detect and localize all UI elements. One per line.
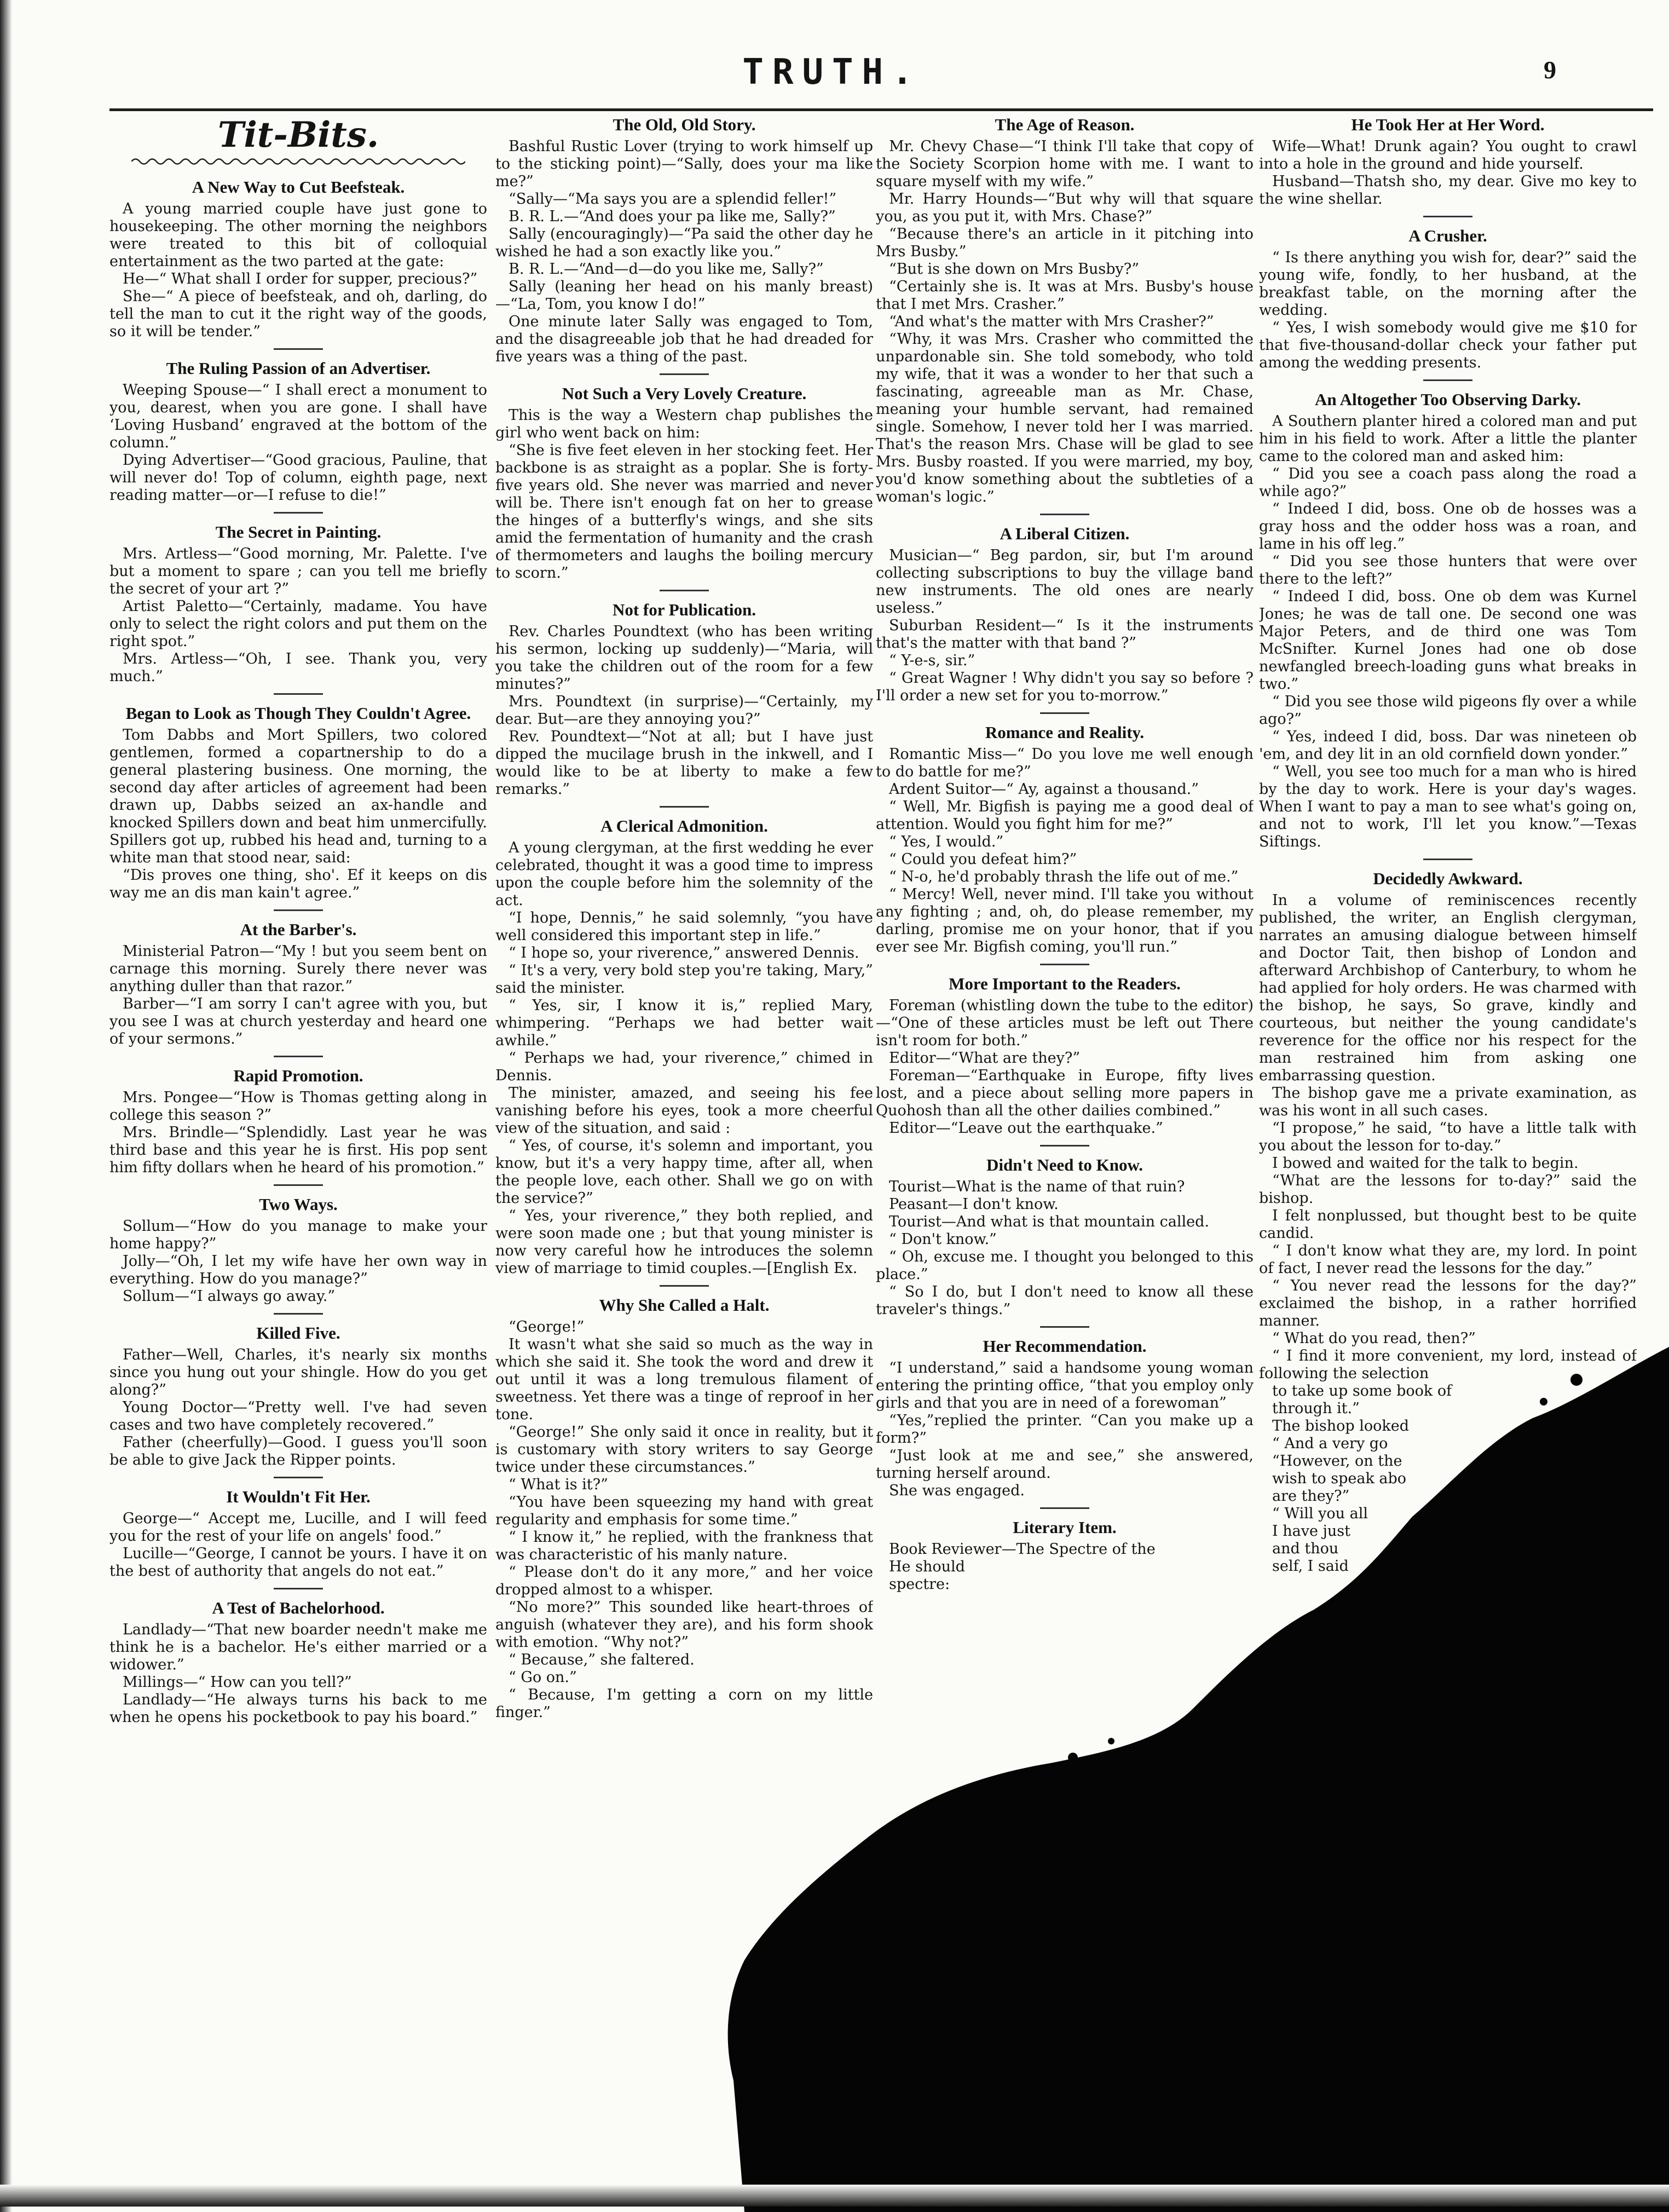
article-paragraph: “What are the lessons for to-day?” said the bishop.	[1259, 1172, 1637, 1207]
article-paragraph: are they?”	[1272, 1488, 1350, 1505]
decorative-wavy-rule	[131, 157, 465, 166]
article-paragraph: “And what's the matter with Mrs Crasher?”	[889, 313, 1214, 330]
article-body	[109, 1621, 487, 1726]
article-paragraph: “ Yes, indeed I did, boss. Dar was nineteen ob 'em, and dey lit in an old cornfield down yonder.”	[1259, 728, 1637, 763]
article-title: Why She Called a Halt.	[599, 1295, 770, 1315]
article-paragraph: Jolly—“Oh, I let my wife have her own way in everything. How do you manage?”	[109, 1253, 487, 1287]
article-paragraph: “ Well, Mr. Bigfish is paying me a good deal of attention. Would you fight him for me?”	[876, 798, 1254, 833]
article-paragraph: Bashful Rustic Lover (trying to work himself up to the sticking point)—“Sally, does your ma like me?”	[495, 138, 873, 190]
article-paragraph: This is the way a Western chap publishes the girl who went back on him:	[495, 407, 873, 441]
article-paragraph: “I understand,” said a handsome young woman entering the printing office, “that you employ only girls and that you are in need of a forewoman”	[876, 1360, 1254, 1412]
article-body	[876, 1178, 1254, 1318]
article-paragraph: Husband—Thatsh sho, my dear. Give mo key to the wine shellar.	[1259, 173, 1637, 208]
article-paragraph: Mrs. Brindle—“Splendidly. Last year he was third base and this year he is first. His pop sent him fifty dollars when he heard of his promotion.”	[109, 1124, 487, 1176]
article-paragraph: Foreman—“Earthquake in Europe, fifty lives lost, and a piece about selling more papers in Quohosh than all the other dailies combined.”	[876, 1067, 1254, 1119]
article	[109, 1066, 487, 1177]
article-paragraph: Lucille—“George, I cannot be yours. I have it on the best of authority that angels do not eat.”	[109, 1545, 487, 1580]
article-paragraph: The bishop looked	[1272, 1418, 1410, 1435]
article-paragraph: I bowed and waited for the talk to begin.	[1272, 1155, 1579, 1172]
article-paragraph: She was engaged.	[889, 1482, 1025, 1499]
article-body	[109, 200, 487, 341]
article	[109, 177, 487, 341]
article-paragraph: “ Y-e-s, sir.”	[889, 652, 975, 669]
article-body	[109, 1089, 487, 1177]
article	[1259, 390, 1637, 851]
masthead	[0, 52, 1669, 101]
article-paragraph: Millings—“ How can you tell?”	[123, 1674, 352, 1691]
article-paragraph: “ Go on.”	[509, 1669, 577, 1686]
article-title: Romance and Reality.	[985, 723, 1145, 742]
article-title: Literary Item.	[1013, 1518, 1117, 1537]
article-paragraph: A Southern planter hired a colored man and put him in his field to work. After a little the planter came to the colored man and asked him:	[1259, 413, 1637, 465]
article-body	[109, 1346, 487, 1469]
article	[1259, 226, 1637, 372]
article-paragraph: Landlady—“He always turns his back to me when he opens his pocketbook to pay his board.”	[109, 1691, 487, 1726]
article-paragraph: “George!” She only said it once in reality, but it is customary with story writers to say George twice under these circumstances.”	[495, 1424, 873, 1476]
article-paragraph: and thou	[1272, 1540, 1339, 1557]
article-paragraph: “ I find it more convenient, my lord, instead of following the selection	[1259, 1347, 1637, 1382]
article-separator	[274, 348, 323, 350]
article-paragraph: “Because there's an article in it pitching into Mrs Busby.”	[876, 226, 1254, 260]
article-paragraph: Dying Advertiser—“Good gracious, Pauline, that will never do! Top of column, eighth page, next reading matter—or—I refuse to die!”	[109, 452, 487, 504]
article-paragraph: Artist Paletto—“Certainly, madame. You have only to select the right colors and put them on the right spot.”	[109, 598, 487, 650]
article	[876, 524, 1254, 705]
article-title: A Crusher.	[1408, 226, 1487, 245]
article-paragraph: I have just	[1272, 1523, 1351, 1540]
article-separator	[660, 590, 709, 591]
article-title: Killed Five.	[256, 1323, 340, 1343]
article	[495, 115, 873, 366]
article-paragraph: In a volume of reminiscences recently published, the writer, an English clergyman, narrates an amusing dialogue between himself and Doctor Tait, then bishop of London and afterward Archbishop of Canterbury, to whom he had applied for holy orders. He was charmed with the bishop, he says, So grave, kindly and courteous, but neither the young candidate's reverence for the office nor his respect for the man restrained him from asking one embarrassing question.	[1259, 892, 1637, 1084]
article-paragraph: “ Yes, I wish somebody would give me $10 for that five-thousand-dollar check your father put among the wedding presents.	[1259, 319, 1637, 371]
article-title: Began to Look as Though They Couldn't Agree.	[125, 704, 471, 723]
article-paragraph: He should	[889, 1558, 965, 1575]
article-body	[876, 997, 1254, 1137]
article-paragraph: “ So I do, but I don't need to know all these traveler's things.”	[876, 1283, 1254, 1318]
article-paragraph: “You have been squeezing my hand with great regularity and emphasis for some time.”	[495, 1494, 873, 1528]
article-title: The Secret in Painting.	[215, 522, 382, 542]
article-title: A New Way to Cut Beefsteak.	[192, 177, 405, 197]
article-paragraph: Mr. Harry Hounds—“But why will that square you, as you put it, with Mrs. Chase?”	[876, 191, 1254, 225]
article-body	[109, 382, 487, 504]
article-separator	[1423, 859, 1472, 860]
article-paragraph: I felt nonplussed, but thought best to be quite candid.	[1259, 1207, 1637, 1242]
article-paragraph: Father—Well, Charles, it's nearly six months since you hung out your shingle. How do you get along?”	[109, 1346, 487, 1398]
article-title: A Liberal Citizen.	[1000, 524, 1130, 543]
article-paragraph: “ Please don't do it any more,” and her voice dropped almost to a whisper.	[495, 1564, 873, 1598]
article-paragraph: Mrs. Poundtext (in surprise)—“Certainly, my dear. But—are they annoying you?”	[495, 693, 873, 728]
article	[876, 115, 1254, 506]
article-paragraph: Peasant—I don't know.	[889, 1196, 1059, 1213]
article	[109, 704, 487, 902]
article	[876, 974, 1254, 1137]
article-paragraph: “ You never read the lessons for the day?” exclaimed the bishop, in a rather horrified manner.	[1259, 1277, 1637, 1329]
article-title: Not for Publication.	[612, 600, 756, 619]
article-title: Rapid Promotion.	[233, 1066, 363, 1085]
article-separator	[660, 1285, 709, 1287]
article-paragraph: “ N-o, he'd probably thrash the life out of me.”	[889, 868, 1239, 885]
article-separator	[274, 693, 323, 695]
article-title: The Old, Old Story.	[613, 115, 756, 134]
article-paragraph: Foreman (whistling down the tube to the editor)—“One of these articles must be left out There isn't room for both.”	[876, 997, 1254, 1049]
article-body	[109, 943, 487, 1048]
scan-edge-shadow	[0, 0, 12, 2212]
article-body	[1259, 249, 1637, 372]
article-separator	[274, 1477, 323, 1478]
article	[495, 384, 873, 582]
article-paragraph: One minute later Sally was engaged to Tom, and the disagreeable job that he had dreaded for five years was a thing of the past.	[495, 313, 873, 365]
article-paragraph: “Just look at me and see,” she answered, turning herself around.	[876, 1447, 1254, 1482]
article-paragraph: “ Because,” she faltered.	[509, 1651, 695, 1668]
article-paragraph: “Sally—“Ma says you are a splendid feller!”	[509, 191, 837, 208]
article-paragraph: “I hope, Dennis,” he said solemnly, “you have well considered this important step in life.”	[495, 909, 873, 944]
article-paragraph: “ Yes, of course, it's solemn and important, you know, but it's a very happy time, after all, when the people love, each other. Shall we go on with the service?”	[495, 1137, 873, 1207]
article-body	[876, 547, 1254, 705]
article-paragraph: Ardent Suitor—“ Ay, against a thousand.”	[889, 781, 1199, 798]
article-paragraph: Father (cheerfully)—Good. I guess you'll soon be able to give Jack the Ripper points.	[109, 1434, 487, 1468]
article-paragraph: Sally (leaning her head on his manly breast)—“La, Tom, you know I do!”	[495, 278, 873, 313]
article	[1259, 115, 1637, 208]
article-paragraph: Tourist—What is the name of that ruin?	[889, 1178, 1185, 1195]
article-separator	[274, 909, 323, 911]
article-title: A Test of Bachelorhood.	[212, 1598, 385, 1617]
article-paragraph: “But is she down on Mrs Busby?”	[889, 261, 1140, 278]
article-paragraph: spectre:	[889, 1576, 950, 1593]
article-paragraph: He—“ What shall I order for supper, precious?”	[123, 270, 478, 287]
article-paragraph: Tom Dabbs and Mort Spillers, two colored gentlemen, formed a copartnership to do a general plastering business. One morning, the second day after articles of agreement had been drawn up, Dabbs seized an ax-handle and knocked Spillers down and beat him unmercifully. Spillers got up, rubbed his head and, turning to a white man that stood near, said:	[109, 727, 487, 866]
article-title: He Took Her at Her Word.	[1351, 115, 1545, 134]
article-paragraph: “ Yes, I would.”	[889, 833, 1004, 850]
article-paragraph: “ Great Wagner ! Why didn't you say so before ? I'll order a new set for you to-morrow.”	[876, 670, 1254, 704]
article-paragraph: “No more?” This sounded like heart-throes of anguish (whatever they are), and his form shook with emotion. “Why not?”	[495, 1599, 873, 1651]
article-body	[109, 727, 487, 902]
article-body	[109, 545, 487, 686]
article-paragraph: “ I don't know what they are, my lord. In point of fact, I never read the lessons for the day.”	[1259, 1242, 1637, 1277]
article-paragraph: “ Perhaps we had, your riverence,” chimed in Dennis.	[495, 1050, 873, 1084]
article-paragraph: Romantic Miss—“ Do you love me well enough to do battle for me?”	[876, 746, 1254, 780]
article-body	[1259, 138, 1637, 208]
article-paragraph: Weeping Spouse—“ I shall erect a monument to you, dearest, when you are gone. I shall have ‘Loving Husband’ engraved at the bottom of the column.”	[109, 382, 487, 451]
article-separator	[660, 373, 709, 375]
article-body	[495, 407, 873, 582]
article-paragraph: Rev. Poundtext—“Not at all; but I have just dipped the mucilage brush in the inkwell, and I would like to be at liberty to make a few remarks.”	[495, 728, 873, 798]
article-paragraph: Mr. Chevy Chase—“I think I'll take that copy of the Society Scorpion home with me. I want to square myself with my wife.”	[876, 138, 1254, 190]
article-separator	[274, 512, 323, 514]
article-paragraph: “ Yes, sir, I know it is,” replied Mary, whimpering. “Perhaps we had better wait awhile.”	[495, 997, 873, 1049]
article-paragraph: Suburban Resident—“ Is it the instruments that's the matter with that band ?”	[876, 617, 1254, 652]
article-separator	[1040, 514, 1089, 515]
article-paragraph: Sally (encouragingly)—“Pa said the other day he wished he had a son exactly like you.”	[495, 226, 873, 260]
article-paragraph: “However, on the	[1272, 1453, 1402, 1470]
article-paragraph: “ Indeed I did, boss. One ob dem was Kurnel Jones; he was de tall one. De second one was Major Peters, and de third one was Tom McSnifter. Kurnel Jones had one ob dose newfangled breech-loading guns what breaks in two.”	[1259, 588, 1637, 693]
article-paragraph: “ Yes, your riverence,” they both replied, and were soon made one ; but that young minister is now very careful how he introduces the solemn view of marriage to timid couples.—[English Ex.	[495, 1207, 873, 1277]
article	[109, 1195, 487, 1305]
article-body	[495, 138, 873, 366]
article-body	[495, 623, 873, 798]
article-title: An Altogether Too Observing Darky.	[1314, 390, 1581, 409]
article-paragraph: Editor—“Leave out the earthquake.”	[889, 1120, 1163, 1137]
article-paragraph: through it.”	[1272, 1400, 1360, 1417]
article-body	[109, 1510, 487, 1580]
article-paragraph: “George!”	[509, 1318, 585, 1335]
article-title: Not Such a Very Lovely Creature.	[562, 384, 807, 403]
article-separator	[274, 1184, 323, 1186]
article-paragraph: Tourist—And what is that mountain called.	[889, 1213, 1209, 1230]
article-body	[876, 138, 1254, 506]
article-paragraph: B. R. L.—“And does your pa like me, Sally?”	[509, 208, 836, 225]
article-paragraph: Mrs. Artless—“Oh, I see. Thank you, very much.”	[109, 650, 487, 685]
article-paragraph: “ Oh, excuse me. I thought you belonged to this place.”	[876, 1248, 1254, 1283]
article-paragraph: Landlady—“That new boarder needn't make me think he is a bachelor. He's either married or a widower.”	[109, 1621, 487, 1673]
article-body	[109, 1218, 487, 1305]
article-separator	[1423, 216, 1472, 217]
article-paragraph: to take up some book of	[1272, 1382, 1452, 1399]
article-paragraph: “ And a very go	[1272, 1435, 1388, 1452]
article-title: Decidedly Awkward.	[1373, 869, 1523, 888]
article-paragraph: Mrs. Artless—“Good morning, Mr. Palette. I've but a moment to spare ; can you tell me briefly the secret of your art ?”	[109, 545, 487, 597]
section-header: Tit-Bits.	[217, 114, 379, 155]
article-paragraph: “ What is it?”	[509, 1476, 608, 1493]
article-paragraph: “ Did you see those hunters that were over there to the left?”	[1259, 553, 1637, 587]
article-title: Her Recommendation.	[983, 1337, 1147, 1356]
article-paragraph: “Yes,”replied the printer. “Can you make up a form?”	[876, 1412, 1254, 1447]
page-number: 9	[1544, 56, 1556, 84]
article-paragraph: The bishop gave me a private examination, as was his wont in all such cases.	[1259, 1085, 1637, 1119]
article	[109, 359, 487, 504]
article-paragraph: A young clergyman, at the first wedding he ever celebrated, thought it was a good time to impress upon the couple before him the solemnity of the act.	[495, 839, 873, 909]
article-paragraph: “ What do you read, then?”	[1272, 1330, 1476, 1347]
article-paragraph: Mrs. Pongee—“How is Thomas getting along in college this season ?”	[109, 1089, 487, 1124]
article-title: Two Ways.	[259, 1195, 338, 1214]
article-title: At the Barber's.	[240, 920, 357, 939]
article	[495, 816, 873, 1277]
article-separator	[1040, 712, 1089, 714]
article-separator	[1423, 379, 1472, 381]
article-paragraph: Musician—“ Beg pardon, sir, but I'm around collecting subscriptions to buy the village band new instruments. The old ones are nearly useless.”	[876, 547, 1254, 617]
article-title: The Age of Reason.	[995, 115, 1135, 134]
article	[109, 1323, 487, 1469]
article-paragraph: Rev. Charles Poundtext (who has been writing his sermon, locking up suddenly)—“Maria, will you take the children out of the room for a few minutes?”	[495, 623, 873, 693]
article-separator	[274, 1056, 323, 1057]
article-paragraph: It wasn't what she said so much as the way in which she said it. She took the word and drew it out until it was a long tremulous filament of sweetness. Yet there was a tinge of reproof in her tone.	[495, 1336, 873, 1423]
article	[109, 920, 487, 1048]
article-paragraph: George—“ Accept me, Lucille, and I will feed you for the rest of your life on angels' food.”	[109, 1510, 487, 1545]
article-paragraph: “Certainly she is. It was at Mrs. Busby's house that I met Mrs. Crasher.”	[876, 278, 1254, 313]
article-paragraph: “ Because, I'm getting a corn on my little finger.”	[495, 1686, 873, 1721]
article-paragraph: “Dis proves one thing, sho'. Ef it keeps on dis way me an dis man kain't agree.”	[109, 867, 487, 901]
article-paragraph: Ministerial Patron—“My ! but you seem bent on carnage this morning. Surely there never was anything duller than that razor.”	[109, 943, 487, 995]
article-paragraph: “I propose,” he said, “to have a little talk with you about the lesson for to-day.”	[1259, 1120, 1637, 1154]
article-paragraph: “ Mercy! Well, never mind. I'll take you without any fighting ; and, oh, do please remember, my darling, promise me on your honor, that if you ever see Mr. Bigfish coming, you'll run.”	[876, 886, 1254, 955]
article-paragraph: Barber—“I am sorry I can't agree with you, but you see I was at church yesterday and heard one of your sermons.”	[109, 995, 487, 1047]
article-paragraph: Book Reviewer—The Spectre of the	[889, 1541, 1156, 1558]
ink-damage-stain	[723, 1325, 1669, 2212]
article-paragraph: Wife—What! Drunk again? You ought to crawl into a hole in the ground and hide yourself.	[1259, 138, 1637, 172]
article-paragraph: “ Is there anything you wish for, dear?” said the young wife, fondly, to her husband, at the breakfast table, on the morning after the wedding.	[1259, 249, 1637, 319]
article	[109, 1487, 487, 1580]
article-paragraph: Editor—“What are they?”	[889, 1050, 1081, 1067]
article-paragraph: “ Did you see a coach pass along the road a while ago?”	[1259, 465, 1637, 500]
article-paragraph: wish to speak abo	[1272, 1470, 1407, 1487]
article-paragraph: “ Did you see those wild pigeons fly over a while ago?”	[1259, 693, 1637, 728]
article-paragraph: Sollum—“How do you manage to make your home happy?”	[109, 1218, 487, 1252]
masthead-title: TRUTH.	[742, 52, 922, 93]
article	[876, 723, 1254, 956]
article-title: It Wouldn't Fit Her.	[226, 1487, 371, 1506]
article-paragraph: “ Will you all	[1272, 1505, 1368, 1522]
article-paragraph: “ I hope so, your riverence,” answered Dennis.	[509, 944, 859, 961]
article-separator	[1040, 1145, 1089, 1147]
article-paragraph: “ Well, you see too much for a man who is hired by the day to work. Here is your day's wages. When I want to pay a man to see what's going on, and not to work, I'll let you know.”—Texas Siftings.	[1259, 763, 1637, 850]
article	[109, 1598, 487, 1726]
article-paragraph: “ I know it,” he replied, with the frankness that was characteristic of his manly nature.	[495, 1529, 873, 1563]
scan-bottom-edge	[0, 2185, 1669, 2207]
article-paragraph: B. R. L.—“And—d—do you like me, Sally?”	[509, 261, 824, 278]
article-paragraph: “Why, it was Mrs. Crasher who committed the unpardonable sin. She told somebody, who told my wife, that it was a wonder to her that such a fascinating, agreeable man as Mr. Chase, meaning your humble servant, had remained single. Somehow, I never told her I was married. That's the reason Mrs. Chase will be glad to see Mrs. Busby roasted. If you were married, my boy, you'd know something about the subtleties of a woman's logic.”	[876, 331, 1254, 505]
article-paragraph: A young married couple have just gone to housekeeping. The other morning the neighbors were treated to this bit of colloquial entertainment as the two parted at the gate:	[109, 200, 487, 270]
article-title: A Clerical Admonition.	[600, 816, 768, 836]
article-title: More Important to the Readers.	[949, 974, 1181, 993]
article-paragraph: “ It's a very, very bold step you're taking, Mary,” said the minister.	[495, 962, 873, 996]
article-paragraph: “ Don't know.”	[889, 1231, 997, 1248]
article-body	[495, 839, 873, 1277]
article-separator	[660, 806, 709, 808]
article	[495, 600, 873, 798]
article-separator	[274, 1313, 323, 1315]
article-paragraph: Young Doctor—“Pretty well. I've had seven cases and two have completely recovered.”	[109, 1399, 487, 1433]
article-paragraph: Sollum—“I always go away.”	[123, 1288, 336, 1305]
article-separator	[1040, 964, 1089, 965]
article-paragraph: She—“ A piece of beefsteak, and oh, darling, do tell the man to cut it the right way of the goods, so it will be tender.”	[109, 288, 487, 340]
article-body	[1259, 413, 1637, 851]
article-separator	[274, 1588, 323, 1589]
article-paragraph: The minister, amazed, and seeing his fee vanishing before his eyes, took a more cheerful view of the situation, and said :	[495, 1085, 873, 1137]
top-rule	[109, 108, 1653, 111]
article	[109, 522, 487, 686]
article-paragraph: self, I said	[1272, 1558, 1349, 1575]
article-title: The Ruling Passion of an Advertiser.	[166, 359, 431, 378]
article-paragraph: “ Could you defeat him?”	[889, 851, 1077, 868]
article-body	[876, 746, 1254, 956]
article	[876, 1155, 1254, 1318]
column-1	[109, 113, 487, 2161]
article-title: Didn't Need to Know.	[986, 1155, 1143, 1174]
article-paragraph: “ Indeed I did, boss. One ob de hosses was a gray hoss and the odder hoss was a roan, and lame in his off leg.”	[1259, 500, 1637, 552]
article-paragraph: “She is five feet eleven in her stocking feet. Her backbone is as straight as a poplar. She is forty-five years old. She never was married and never will be. There isn't enough fat on her to grease the hinges of a butterfly's wings, and she sits amid the fermentation of humanity and the crash of thermometers and laughs the boiling mercury to scorn.”	[495, 442, 873, 581]
